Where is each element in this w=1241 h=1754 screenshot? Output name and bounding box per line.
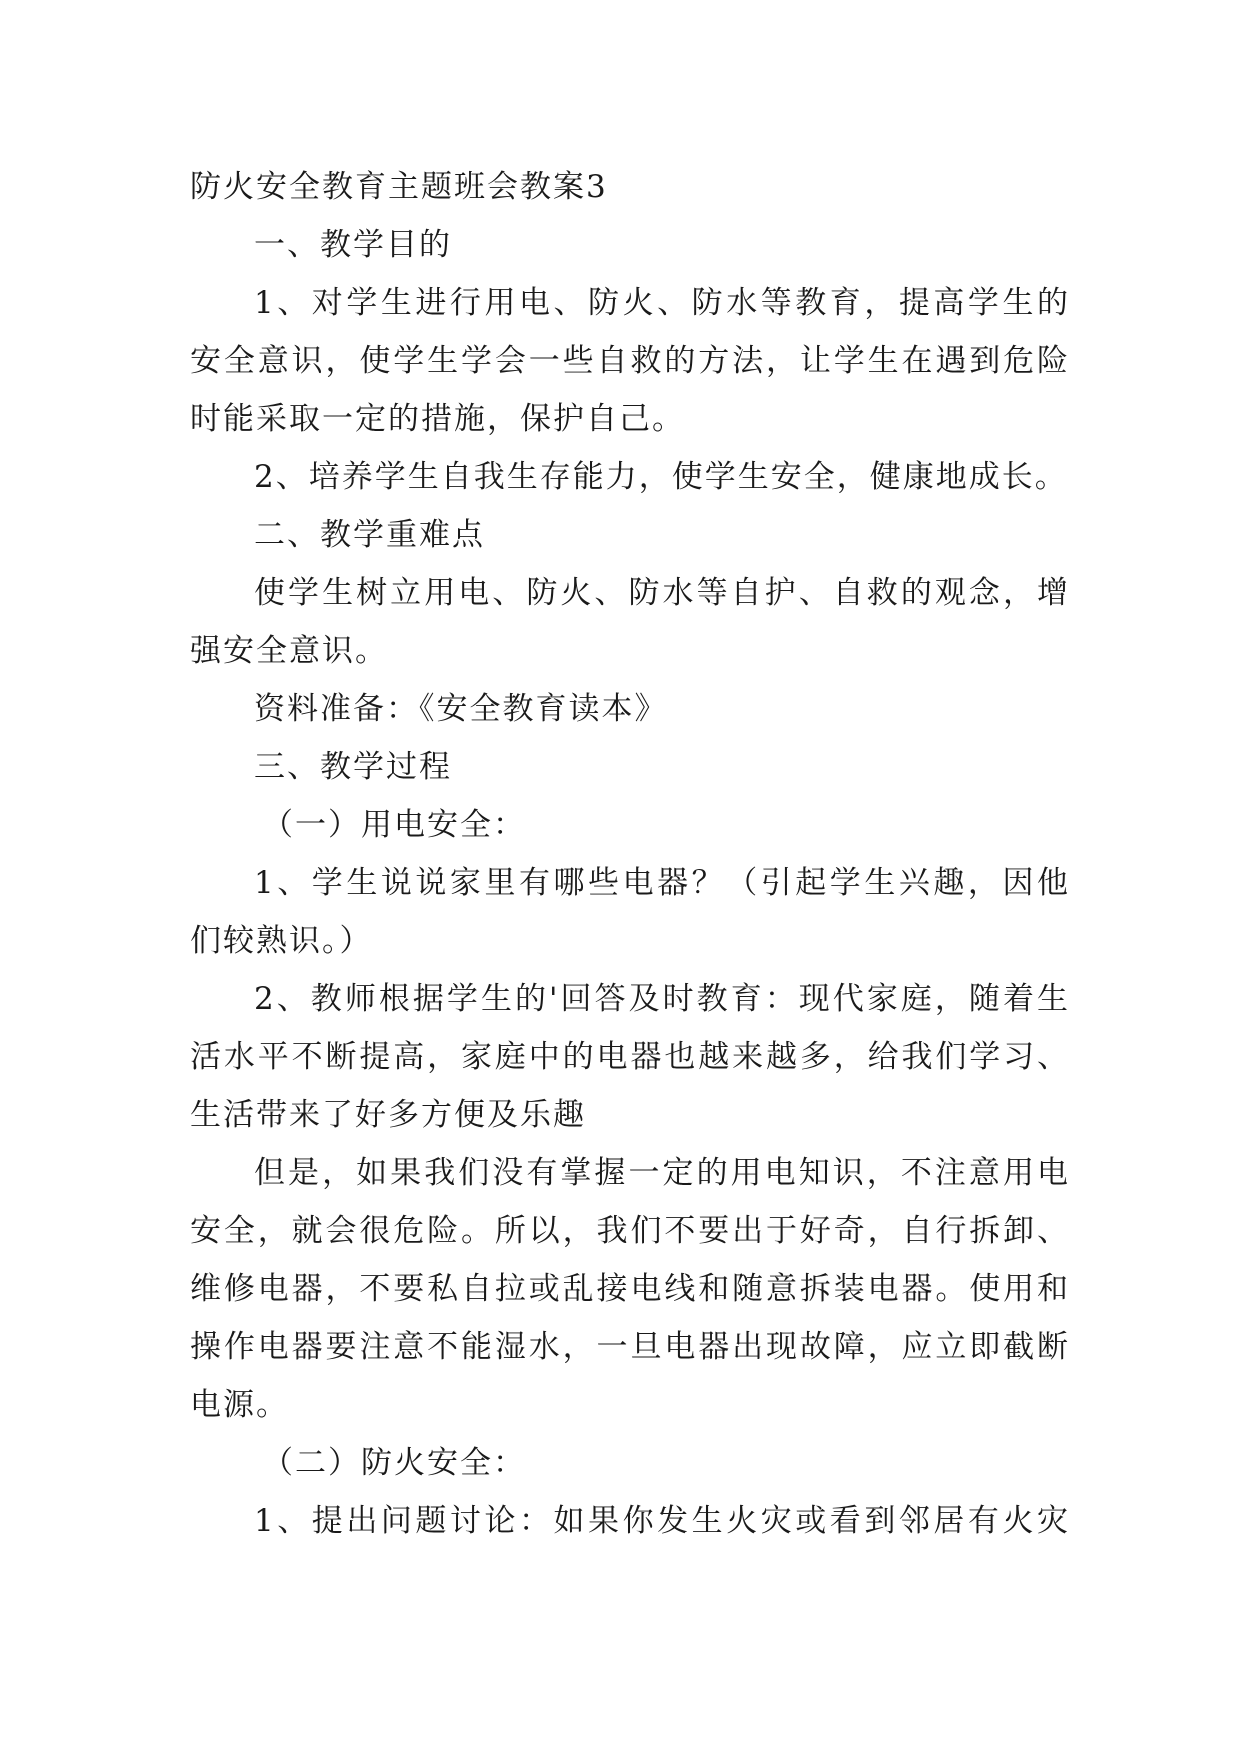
text-line: 生活带来了好多方便及乐趣 — [190, 1097, 586, 1133]
text-line: 1、学生说说家里有哪些电器？（引起学生兴趣，因他 — [254, 865, 1070, 901]
text-line: 三、教学过程 — [254, 749, 452, 785]
text-line: 时能采取一定的措施，保护自己。 — [190, 401, 685, 437]
text-line: 但是，如果我们没有掌握一定的用电知识，不注意用电 — [254, 1155, 1070, 1191]
text-line: 1、提出问题讨论：如果你发生火灾或看到邻居有火灾 — [254, 1503, 1070, 1539]
text-line: 强安全意识。 — [190, 633, 388, 669]
text-line: 2、教师根据学生的'回答及时教育：现代家庭，随着生 — [254, 981, 1070, 1017]
text-line: （一）用电安全： — [262, 807, 526, 843]
text-line: 1、对学生进行用电、防火、防水等教育，提高学生的 — [254, 285, 1070, 321]
text-line: 一、教学目的 — [254, 227, 452, 263]
text-line: 操作电器要注意不能湿水，一旦电器出现故障，应立即截断 — [190, 1329, 1070, 1365]
document-paragraphs — [190, 216, 1070, 1550]
text-line: 活水平不断提高，家庭中的电器也越来越多，给我们学习、 — [190, 1039, 1070, 1075]
text-line: 安全，就会很危险。所以，我们不要出于好奇，自行拆卸、 — [190, 1213, 1070, 1249]
document-body — [190, 158, 1070, 1550]
text-line: （二）防火安全： — [262, 1445, 526, 1481]
text-line: 维修电器，不要私自拉或乱接电线和随意拆装电器。使用和 — [190, 1271, 1070, 1307]
document-title: 防火安全教育主题班会教案3 — [190, 169, 608, 205]
text-line: 们较熟识。） — [190, 923, 373, 959]
text-line: 使学生树立用电、防火、防水等自护、自救的观念，增 — [254, 575, 1070, 611]
text-line: 2、培养学生自我生存能力，使学生安全，健康地成长。 — [254, 459, 1068, 495]
text-line: 安全意识，使学生学会一些自救的方法，让学生在遇到危险 — [190, 343, 1070, 379]
text-line: 二、教学重难点 — [254, 517, 485, 553]
text-line: 电源。 — [190, 1387, 289, 1423]
text-line: 资料准备：《安全教育读本》 — [254, 691, 668, 727]
